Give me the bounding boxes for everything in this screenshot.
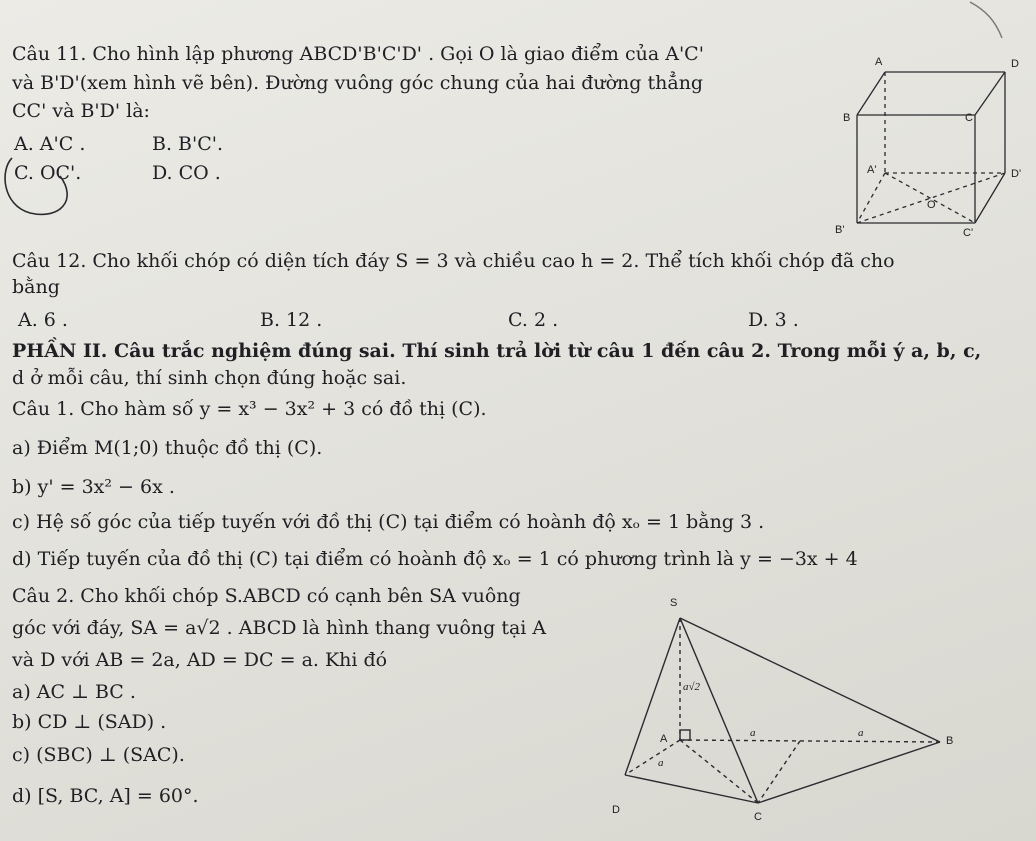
c1-d: d) Tiếp tuyến của đồ thị (C) tại điểm có hoành độ xₒ = 1 có phương trình là y = −3x + 4: [12, 548, 858, 570]
c2-line1: Câu 2. Cho khối chóp S.ABCD có cạnh bên SA vuông: [12, 585, 521, 607]
pyramid-label-d: D: [612, 804, 620, 816]
c1-a: a) Điểm M(1;0) thuộc đồ thị (C).: [12, 437, 323, 459]
cube-figure: [815, 55, 1030, 245]
q12-line1: Câu 12. Cho khối chóp có diện tích đáy S = 3 và chiều cao h = 2. Thể tích khối chóp đã cho: [12, 250, 895, 272]
c2-d: d) [S, BC, A] = 60°.: [12, 785, 199, 807]
c1-stem: Câu 1. Cho hàm số y = x³ − 3x² + 3 có đồ thị (C).: [12, 398, 487, 420]
pyramid-label-a: A: [660, 733, 668, 745]
q11-option-d: D. CO .: [152, 162, 221, 184]
cube-label-b1: B': [835, 224, 845, 236]
cube-label-d: D: [1011, 58, 1019, 70]
q11-line3: CC' và B'D' là:: [12, 100, 150, 122]
pyramid-label-b: B: [946, 735, 954, 747]
c2-b: b) CD ⊥ (SAD) .: [12, 711, 167, 733]
pyramid-sa-length: a√2: [683, 681, 701, 693]
part2-line1: PHẦN II. Câu trắc nghiệm đúng sai. Thí sinh trả lời từ câu 1 đến câu 2. Trong mỗi ý a, b, c,: [12, 340, 982, 362]
cube-label-c: C: [965, 112, 973, 124]
cube-label-b: B: [843, 112, 851, 124]
c1-b: b) y' = 3x² − 6x .: [12, 476, 175, 498]
q11-line1: Câu 11. Cho hình lập phương ABCD'B'C'D' . Gọi O là giao điểm của A'C': [12, 43, 704, 65]
pyramid-am-length: a: [750, 727, 756, 739]
c2-a: a) AC ⊥ BC .: [12, 681, 136, 703]
q11-option-c: C. OC'.: [14, 162, 82, 184]
c2-line3: và D với AB = 2a, AD = DC = a. Khi đó: [12, 649, 388, 671]
q12-option-b: B. 12 .: [260, 309, 323, 331]
pyramid-label-c: C: [754, 811, 762, 823]
cube-label-c1: C': [963, 227, 974, 239]
q12-option-a: A. 6 .: [18, 309, 68, 331]
q11-option-a: A. A'C .: [14, 133, 86, 155]
pyramid-ad-length: a: [658, 757, 664, 769]
cube-label-a: A: [875, 56, 883, 68]
pyramid-figure: [600, 590, 980, 825]
cube-label-a1: A': [867, 164, 877, 176]
q12-option-d: D. 3 .: [748, 309, 799, 331]
c2-line2: góc với đáy, SA = a√2 . ABCD là hình thang vuông tại A: [12, 617, 547, 639]
pyramid-label-s: S: [670, 597, 678, 609]
cube-label-o: O: [927, 199, 936, 211]
part2-line2: d ở mỗi câu, thí sinh chọn đúng hoặc sai.: [12, 367, 407, 389]
q12-option-c: C. 2 .: [508, 309, 559, 331]
cube-label-d1: D': [1011, 168, 1022, 180]
q11-line2: và B'D'(xem hình vẽ bên). Đường vuông góc chung của hai đường thẳng: [12, 72, 704, 94]
q12-line2: bằng: [12, 276, 60, 298]
c1-c: c) Hệ số góc của tiếp tuyến với đồ thị (C) tại điểm có hoành độ xₒ = 1 bằng 3 .: [12, 511, 765, 533]
c2-c: c) (SBC) ⊥ (SAC).: [12, 744, 185, 766]
pyramid-mb-length: a: [858, 727, 864, 739]
q11-option-b: B. B'C'.: [152, 133, 224, 155]
